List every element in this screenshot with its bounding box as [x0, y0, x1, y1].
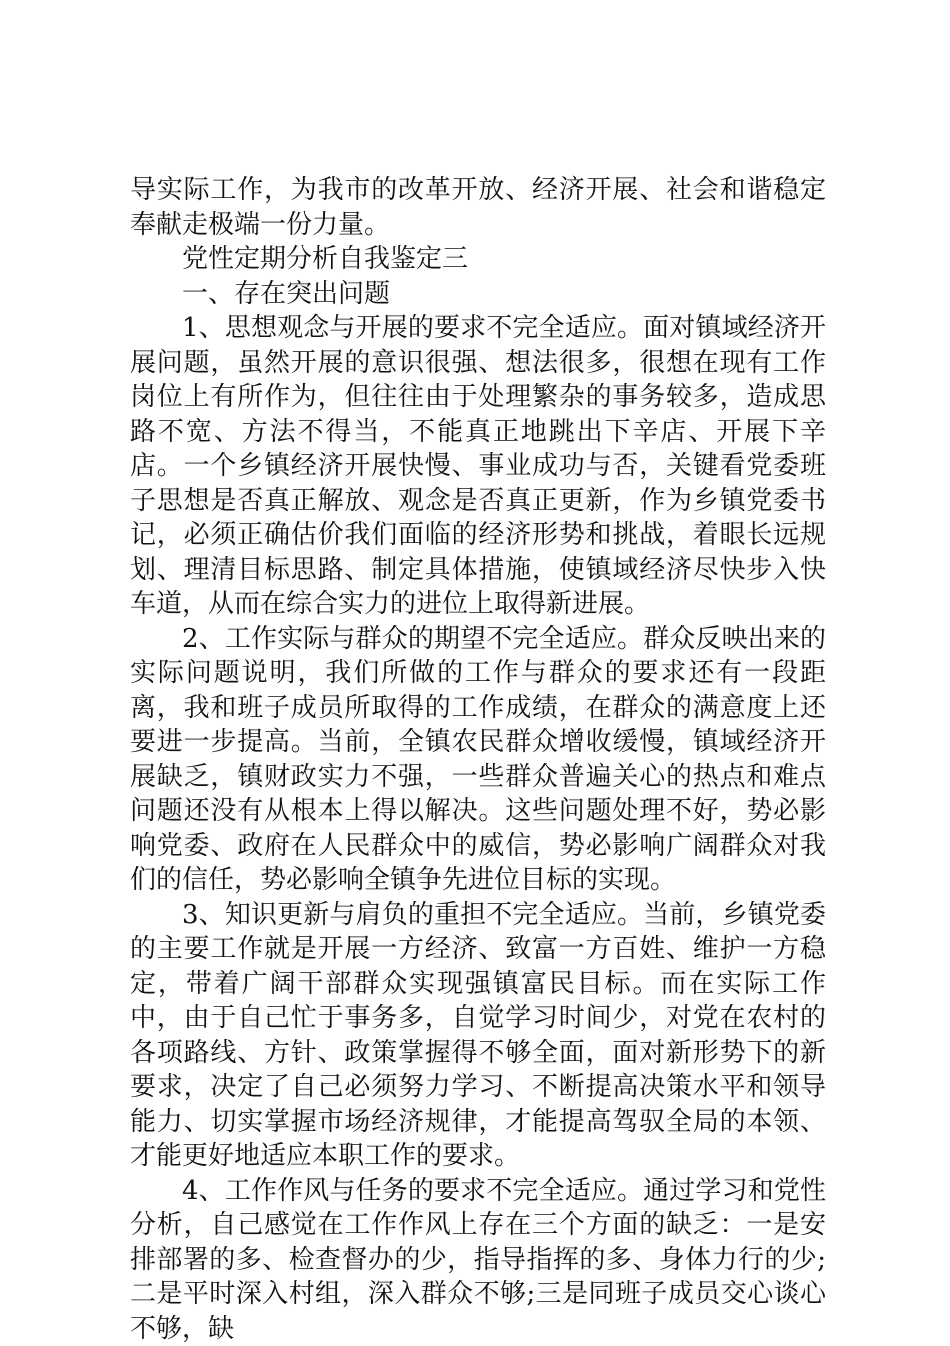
paragraph-continuation: 导实际工作，为我市的改革开放、经济开展、社会和谐稳定奉献走极端一份力量。 — [130, 173, 826, 242]
paragraph-item-1: 1、思想观念与开展的要求不完全适应。面对镇域经济开展问题，虽然开展的意识很强、想法很多，很想在现有工作岗位上有所作为，但往往由于处理繁杂的事务较多，造成思路不宽、方法不得当，不能真正地跳出下辛店、开展下辛店。一个乡镇经济开展快慢、事业成功与否，关键看党委班子思想是否真正解放、观念是否真正更新，作为乡镇党委书记，必须正确估价我们面临的经济形势和挑战，着眼长远规划、理清目标思路、制定具体措施，使镇域经济尽快步入快车道，从而在综合实力的进位上取得新进展。 — [130, 311, 826, 622]
document-body — [130, 173, 826, 1346]
paragraph-item-2: 2、工作实际与群众的期望不完全适应。群众反映出来的实际问题说明，我们所做的工作与群众的要求还有一段距离，我和班子成员所取得的工作成绩，在群众的满意度上还要进一步提高。当前，全镇农民群众增收缓慢，镇域经济开展缺乏，镇财政实力不强，一些群众普遍关心的热点和难点问题还没有从根本上得以解决。这些问题处理不好，势必影响党委、政府在人民群众中的威信，势必影响广阔群众对我们的信任，势必影响全镇争先进位目标的实现。 — [130, 622, 826, 898]
paragraph-item-3: 3、知识更新与肩负的重担不完全适应。当前，乡镇党委的主要工作就是开展一方经济、致富一方百姓、维护一方稳定，带着广阔干部群众实现强镇富民目标。而在实际工作中，由于自己忙于事务多，自觉学习时间少，对党在农村的各项路线、方针、政策掌握得不够全面，面对新形势下的新要求，决定了自己必须努力学习、不断提高决策水平和领导能力、切实掌握市场经济规律，才能提高驾驭全局的本领、才能更好地适应本职工作的要求。 — [130, 898, 826, 1174]
section-title: 党性定期分析自我鉴定三 — [130, 242, 826, 277]
subsection-heading: 一、存在突出问题 — [130, 277, 826, 312]
paragraph-item-4: 4、工作作风与任务的要求不完全适应。通过学习和党性分析，自己感觉在工作作风上存在三个方面的缺乏：一是安排部署的多、检查督办的少，指导指挥的多、身体力行的少;二是平时深入村组，深入群众不够;三是同班子成员交心谈心不够，缺 — [130, 1174, 826, 1346]
